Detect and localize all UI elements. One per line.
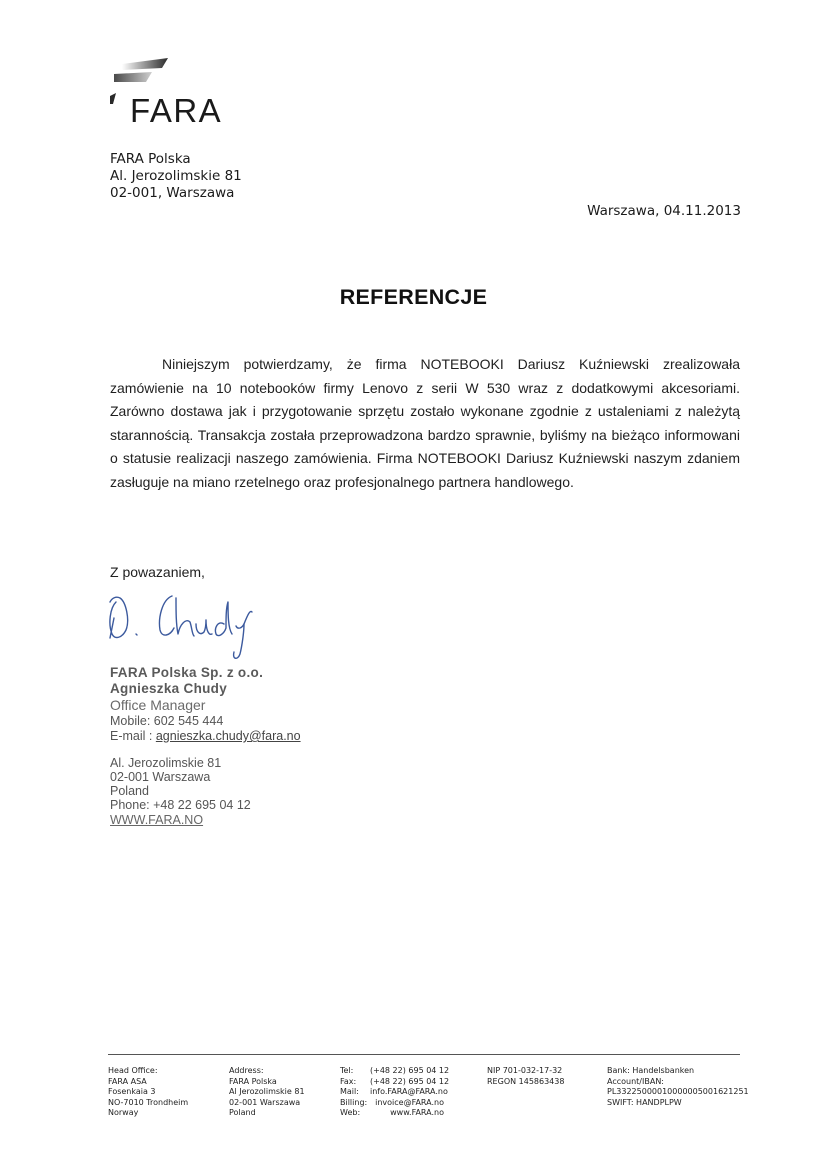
footer-head-office-line: NO-7010 Trondheim <box>108 1097 189 1107</box>
footer-contact-row <box>340 1076 450 1088</box>
website-link[interactable]: WWW.FARA.NO <box>110 813 204 827</box>
footer-contact-label: Tel: <box>340 1066 354 1075</box>
footer-head-office-line: Fosenkaia 3 <box>108 1087 156 1096</box>
footer-address <box>229 1066 305 1119</box>
footer-bank-line: PL33225000010000005001621251 <box>607 1087 749 1096</box>
footer-contact-value: (+48 22) 695 04 12 <box>370 1076 450 1086</box>
signature-role: Office Manager <box>110 697 206 713</box>
footer-registration-line: REGON 145863438 <box>487 1076 565 1086</box>
footer-address-line: Address: <box>229 1066 264 1075</box>
footer-contact <box>340 1066 450 1119</box>
closing-phrase: Z powazaniem, <box>110 564 205 580</box>
footer-head-office-line: Head Office: <box>108 1066 158 1075</box>
footer-mail-link[interactable]: info.FARA@FARA.no <box>370 1087 448 1096</box>
footer-contact-value: (+48 22) 695 04 12 <box>370 1066 450 1075</box>
letter-body: Niniejszym potwierdzamy, że firma NOTEBOOKI Dariusz Kuźniewski zrealizowała zamówienie na 10 notebooków firmy Lenovo z serii W 530 wraz z dodatkowymi akcesoriami. Zarówno dostawa jak i przygotowanie sprzętu zostało wykonane zgodnie z ustaleniami z należytą starannością. Transakcja została przeprowadzona bardzo sprawnie, byliśmy na bieżąco informowani o statusie realizacji naszego zamówienia. Firma NOTEBOOKI Dariusz Kuźniewski naszym zdaniem zasługuje na miano rzetelnego oraz profesjonalnego partnera handlowego. <box>110 356 740 490</box>
footer-address-line: FARA Polska <box>229 1076 277 1086</box>
footer-contact-row <box>340 1087 448 1098</box>
footer-bank <box>607 1066 749 1108</box>
footer-contact-row <box>340 1098 444 1109</box>
footer-bank-line: Account/IBAN: <box>607 1076 664 1086</box>
footer-head-office-line: Norway <box>108 1108 139 1117</box>
signature-company: FARA Polska Sp. z o.o. <box>110 665 264 680</box>
footer-head-office <box>108 1066 188 1119</box>
footer-contact-row <box>340 1108 444 1119</box>
footer-registration-line: NIP 701-032-17-32 <box>487 1066 563 1075</box>
letter-date: Warszawa, 04.11.2013 <box>587 203 741 219</box>
sender-city: 02-001, Warszawa <box>110 185 235 201</box>
footer-head-office-line: FARA ASA <box>108 1076 147 1086</box>
address-street: Al. Jerozolimskie 81 <box>110 756 222 770</box>
email-link[interactable]: agnieszka.chudy@fara.no <box>155 729 301 743</box>
footer-divider <box>108 1054 740 1055</box>
document-title: REFERENCJE <box>339 285 488 309</box>
company-logo-text: FARA <box>130 92 223 129</box>
sender-street: Al. Jerozolimskie 81 <box>110 168 242 184</box>
footer-contact-label: Fax: <box>340 1076 357 1086</box>
footer-contact-row <box>340 1066 450 1077</box>
footer-contact-label: Billing: <box>340 1097 368 1107</box>
address-city: 02-001 Warszawa <box>110 770 211 784</box>
address-country: Poland <box>110 784 149 798</box>
footer-billing-link[interactable]: invoice@FARA.no <box>375 1097 444 1107</box>
footer-web-link[interactable]: www.FARA.no <box>390 1108 444 1117</box>
footer-registration <box>487 1066 564 1087</box>
footer-contact-label: Web: <box>340 1108 361 1117</box>
handwritten-signature <box>100 588 260 664</box>
signature-email-row <box>110 728 301 745</box>
email-label: E-mail : <box>110 729 156 743</box>
footer-address-line: Poland <box>229 1108 256 1117</box>
footer-address-line: Al Jerozolimskie 81 <box>229 1087 305 1096</box>
footer-bank-line: Bank: Handelsbanken <box>607 1066 695 1075</box>
signature-mobile: Mobile: 602 545 444 <box>110 714 224 728</box>
footer-bank-line: SWIFT: HANDPLPW <box>607 1097 682 1107</box>
address-phone: Phone: +48 22 695 04 12 <box>110 798 251 812</box>
signature-person-name: Agnieszka Chudy <box>110 681 228 696</box>
sender-name: FARA Polska <box>110 151 191 167</box>
footer-contact-label: Mail: <box>340 1087 359 1096</box>
footer-address-line: 02-001 Warszawa <box>229 1097 301 1107</box>
